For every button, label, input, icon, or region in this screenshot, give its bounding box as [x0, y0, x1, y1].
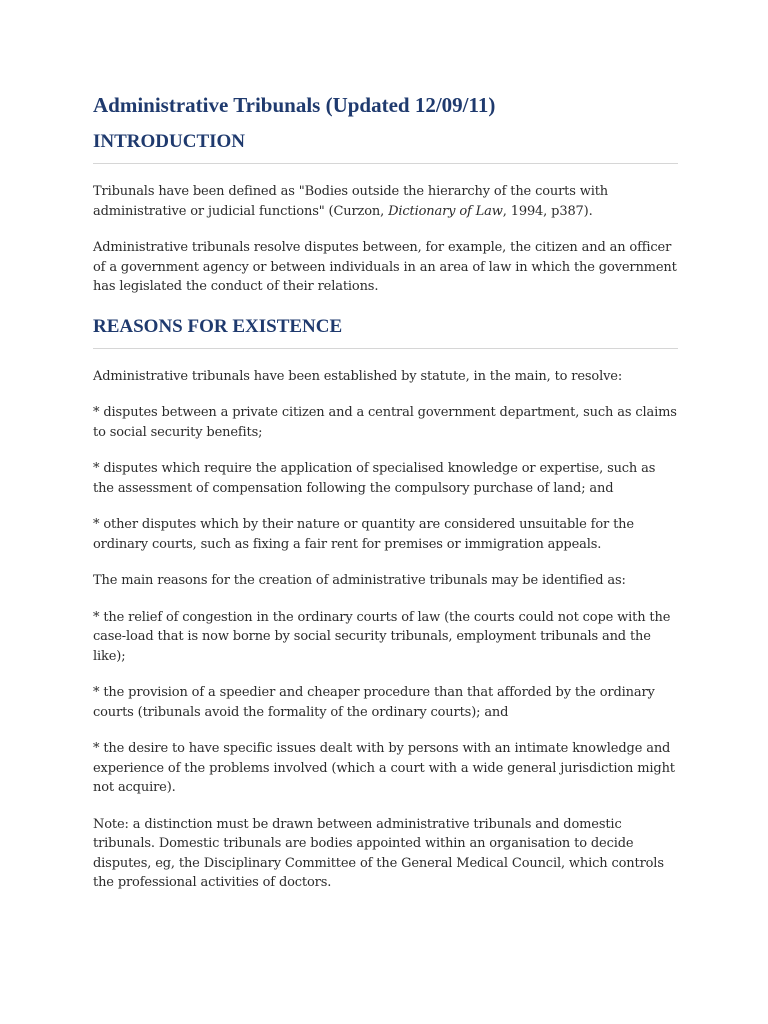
reasons-paragraph: * other disputes which by their nature or quantity are considered unsuitable for the ordinary courts, such as fixing a fair rent for premises or immigration appeals.: [93, 517, 634, 552]
section-introduction: [93, 182, 678, 297]
section-heading-introduction: INTRODUCTION: [93, 130, 678, 164]
section-heading-reasons: REASONS FOR EXISTENCE: [93, 315, 678, 349]
reasons-paragraph: * the relief of congestion in the ordinary courts of law (the courts could not cope with the case-load that is now borne by social security tribunals, employment tribunals and the like);: [93, 609, 671, 664]
reasons-paragraph: Administrative tribunals have been established by statute, in the main, to resolve:: [93, 368, 623, 384]
intro-paragraph-2: Administrative tribunals resolve disputes between, for example, the citizen and an officer of a government agency or between individuals in an area of law in which the government has legislated the conduct of their relations.: [93, 240, 677, 294]
reasons-paragraph: The main reasons for the creation of administrative tribunals may be identified as:: [93, 573, 626, 588]
reasons-paragraph: * the provision of a speedier and cheaper procedure than that afforded by the ordinary courts (tribunals avoid the formality of the ordinary courts); and: [93, 685, 655, 720]
reasons-paragraph: Note: a distinction must be drawn between administrative tribunals and domestic tribunals. Domestic tribunals are bodies appointed within an organisation to decide disputes, eg, the Disciplinary Committee of the General Medical Council, which controls the professional activities of doctors.: [93, 816, 664, 890]
reasons-paragraph: * the desire to have specific issues dealt with by persons with an intimate knowledge and experience of the problems involved (which a court with a wide general jurisdiction might not acquire).: [93, 741, 675, 795]
intro-p1-text: Tribunals have been defined as "Bodies outside the hierarchy of the courts with administrative or judicial functions" (Curzon,: [93, 184, 609, 219]
reasons-paragraph: * disputes which require the application of specialised knowledge or expertise, such as the assessment of compensation following the compulsory purchase of land; and: [93, 461, 656, 496]
intro-paragraph-1: [93, 182, 678, 221]
intro-p1-citation: , 1994, p387).: [502, 203, 593, 219]
section-reasons: [93, 367, 678, 893]
document-title: Administrative Tribunals (Updated 12/09/11): [93, 93, 496, 117]
reasons-paragraph: * disputes between a private citizen and a central government department, such as claims to social security benefits;: [93, 405, 677, 440]
intro-p1-book-title: Dictionary of Law: [388, 203, 503, 219]
document-page: [93, 92, 678, 893]
